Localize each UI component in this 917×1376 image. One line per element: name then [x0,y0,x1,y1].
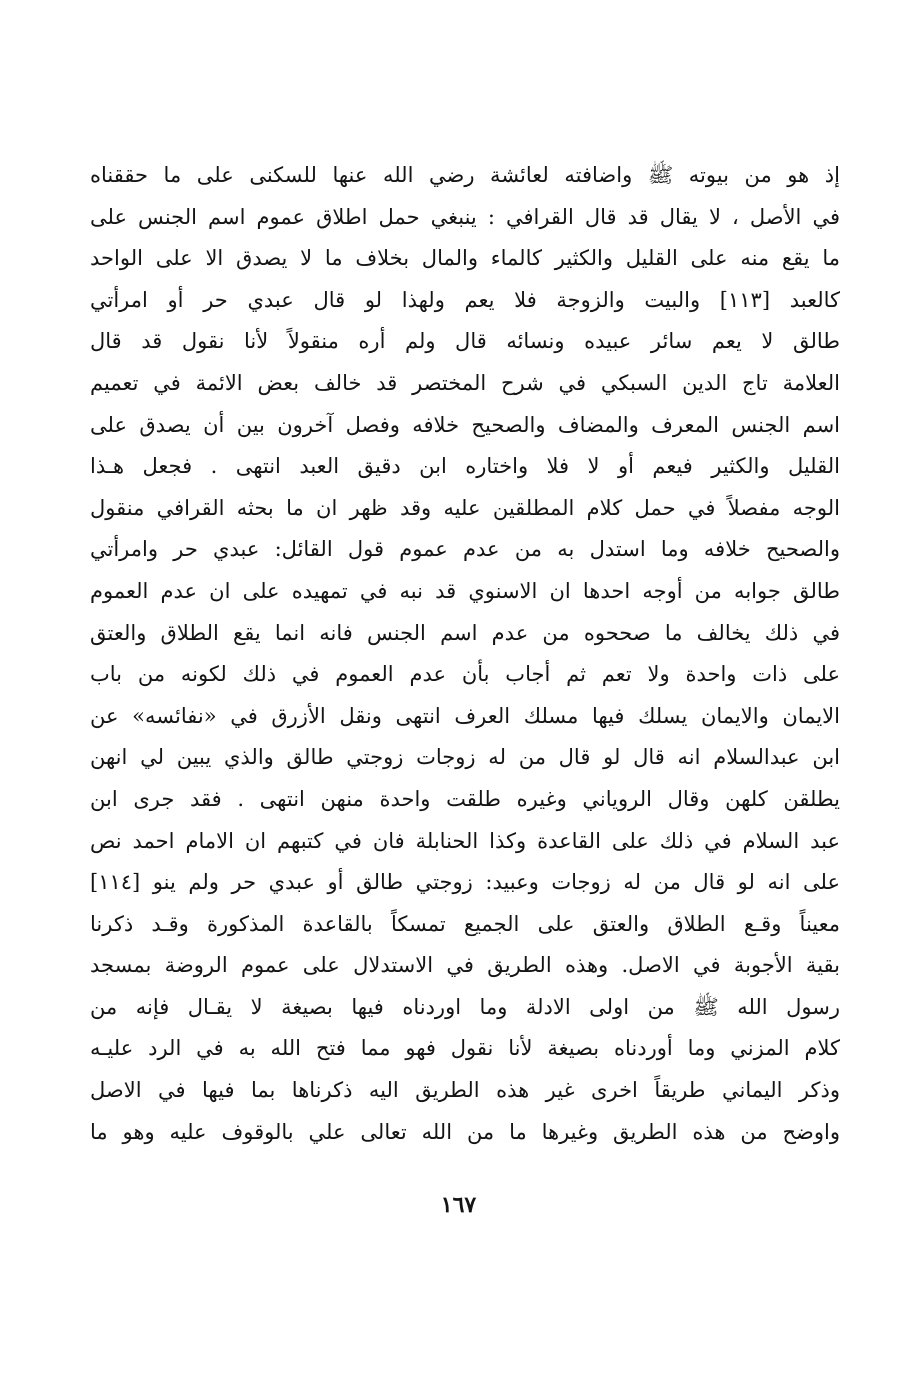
text-line: الوجه مفصلاً في حمل كلام المطلقين عليه وقد ظهر ان ما بحثه القرافي منقول [90,495,840,520]
text-line: رسول الله ﷺ من اولى الادلة وما اوردناه فيها بصيغة لا يقـال فإنه من [90,994,840,1019]
text-line: والصحيح خلافه وما استدل به من عدم عموم قول القائل: عبدي حر وامرأتي [90,537,840,562]
text-line: اسم الجنس المعرف والمضاف والصحيح خلافه وفصل آخرون بين أن يصدق على [90,412,840,437]
page-number: ١٦٧ [440,1192,477,1218]
text-line: معيناً وقـع الطلاق والعتق على الجميع تمسكاً بالقاعدة المذكورة وقـد ذكرنا [90,911,840,936]
body-text [90,155,840,1153]
text-line: إذ هو من بيوته ﷺ واضافته لعائشة رضي الله عنها للسكنى على ما حققناه [90,163,840,187]
text-line: ابن عبدالسلام انه قال لو قال من له زوجات زوجتي طالق والذي يبين لي انهن [90,745,840,770]
text-line: العلامة تاج الدين السبكي في شرح المختصر قد خالف بعض الائمة في تعميم [90,370,840,395]
text-line: ما يقع منه على القليل والكثير كالماء والمال بخلاف ما لا يصدق الا على الواحد [90,246,840,271]
text-line: عبد السلام في ذلك على القاعدة وكذا الحنابلة فان في كتبهم ان الامام احمد نص [90,828,840,853]
text-line: طالق لا يعم سائر عبيده ونسائه قال ولم أره منقولاً لأنا نقول قد قال [90,329,840,354]
text-line: على انه لو قال من له زوجات وعبيد: زوجتي طالق أو عبدي حر ولم ينو [١١٤] [90,870,840,895]
text-line: على ذات واحدة ولا تعم ثم أجاب بأن عدم العموم في ذلك لكونه من باب [90,662,840,687]
text-line: الايمان والايمان يسلك فيها مسلك العرف انتهى ونقل الأزرق في «نفائسه» عن [90,703,840,728]
text-line: يطلقن كلهن وقال الروياني وغيره طلقت واحدة منهن انتهى . فقد جرى ابن [90,786,840,811]
text-line: واوضح من هذه الطريق وغيرها ما من الله تعالى علي بالوقوف عليه وهو ما [90,1119,840,1144]
text-line: بقية الأجوبة في الاصل. وهذه الطريق في الاستدلال على عموم الروضة بمسجد [90,953,840,978]
text-line: كلام المزني وما أوردناه بصيغة لأنا نقول فهو مما فتح الله به في الرد عليـه [90,1036,840,1061]
text-line: في ذلك يخالف ما صححوه من عدم اسم الجنس فانه انما يقع الطلاق والعتق [90,620,840,645]
text-line: كالعبد [١١٣] والبيت والزوجة فلا يعم ولهذا لو قال عبدي حر أو امرأتي [90,287,840,312]
text-line: القليل والكثير فيعم أو لا فلا واختاره ابن دقيق العبد انتهى . فجعل هـذا [90,454,840,479]
text-line: في الأصل ، لا يقال قد قال القرافي : ينبغي حمل اطلاق عموم اسم الجنس على [90,204,840,229]
text-line: طالق جوابه من أوجه احدها ان الاسنوي قد نبه في تمهيده على ان عدم العموم [90,578,840,603]
text-line: وذكر اليماني طريقاً اخرى غير هذه الطريق اليه ذكرناها بما فيها في الاصل [90,1078,840,1103]
